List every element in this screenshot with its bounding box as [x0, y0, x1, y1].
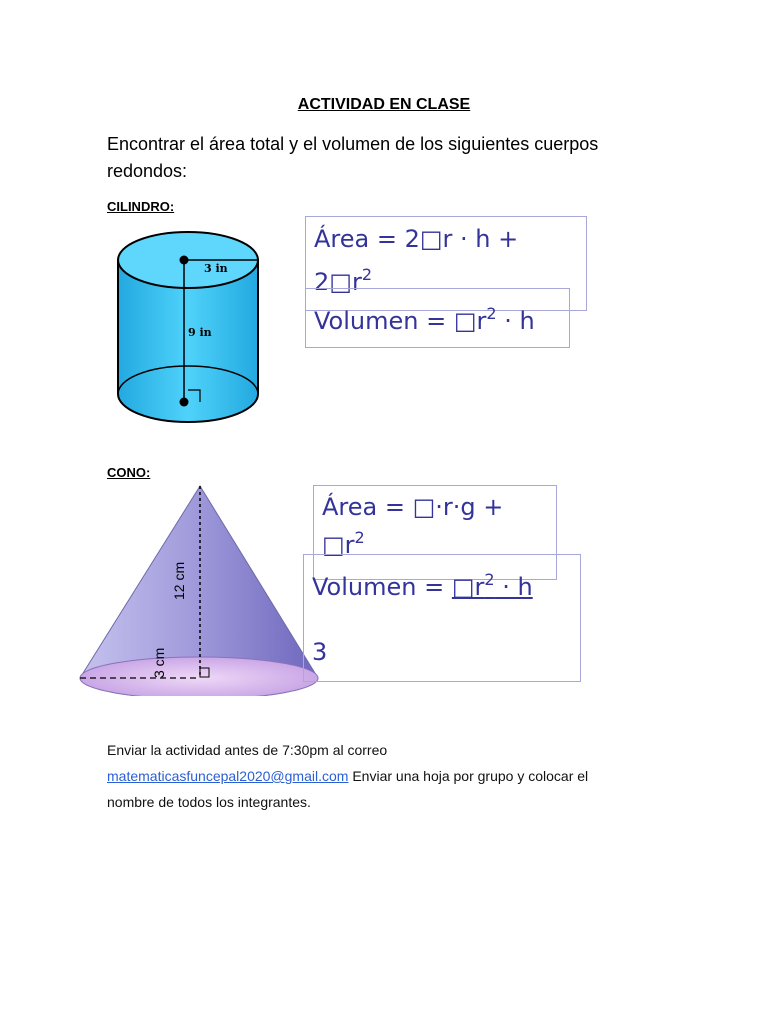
- footer-line2: matematicasfuncepal2020@gmail.com Enviar una hoja por grupo y colocar el: [107, 768, 589, 784]
- cylinder-volume-formula: Volumen = $□r^2 \cdot h$: [314, 304, 535, 335]
- cylinder-volume-box[interactable]: [305, 288, 570, 348]
- cone-area-line1: Área = □·r·g +: [322, 493, 504, 521]
- cylinder-radius-label: 3 in: [204, 262, 228, 275]
- cylinder-height-label: 9 in: [188, 326, 212, 339]
- page-title: ACTIVIDAD EN CLASE: [297, 96, 471, 113]
- email-link[interactable]: matematicasfuncepal2020@gmail.com: [107, 768, 349, 784]
- cylinder-figure: [108, 222, 268, 432]
- cylinder-label: CILINDRO:: [107, 199, 175, 214]
- submission-instructions: [107, 737, 687, 815]
- cone-volume-formula: Volumen = $□r^2 \cdot h$: [312, 570, 533, 601]
- footer-line1: Enviar la actividad antes de 7:30pm al correo: [107, 742, 388, 758]
- cylinder-area-line2: $2□r^2$: [314, 265, 372, 296]
- cone-radius-label: 3 cm: [151, 647, 167, 678]
- footer-line3: nombre de todos los integrantes.: [107, 794, 311, 810]
- cone-base: [80, 657, 318, 696]
- cone-label: CONO:: [107, 465, 151, 480]
- cone-figure: [76, 482, 322, 696]
- instructions-text: Encontrar el área total y el volumen de los siguientes cuerpos redondos:: [107, 134, 599, 181]
- cone-volume-box[interactable]: [303, 554, 581, 682]
- cone-height-label: 12 cm: [171, 561, 187, 600]
- cone-area-line2: $□r^2$: [322, 528, 365, 559]
- cylinder-area-line1: Área = 2□r · h +: [314, 225, 519, 253]
- cone-volume-denominator: 3: [312, 638, 328, 666]
